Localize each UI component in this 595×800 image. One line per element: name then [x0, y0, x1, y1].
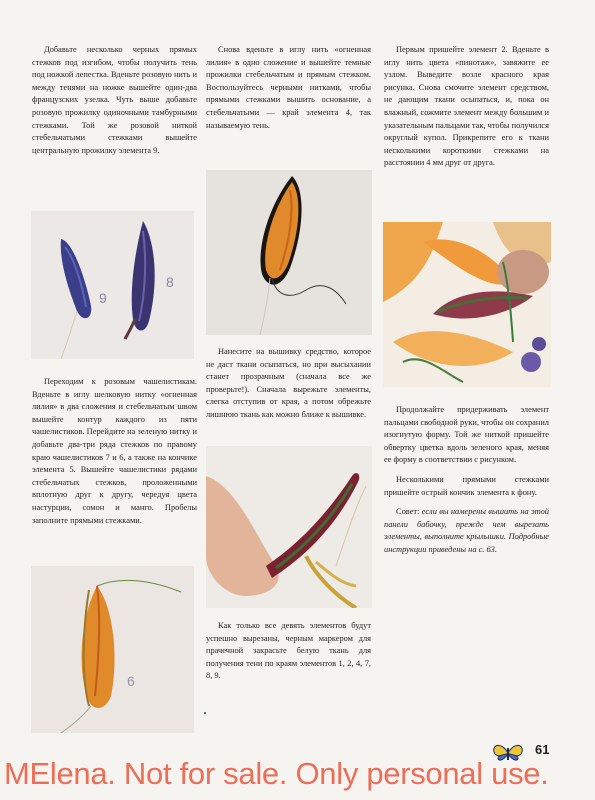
- paragraph: Снова вденьте в иглу нить «огненная лилия» в одно сложение и вышейте темные прожилки стебельчатым и прямым стежком. Воспользуйтесь черными нитками, чтобы прямыми стежками вышить основание, а стебельчатыми — край элемента 4, так называемую тень.: [206, 45, 371, 130]
- column-middle: [206, 44, 371, 139]
- stray-dot: [204, 712, 206, 714]
- column-right-lower: [384, 404, 549, 564]
- label-six: 6: [127, 673, 135, 689]
- paragraph: Первым пришейте элемент 2. Вденьте в иглу нить цвета «пинотаж», завяжите ее узлом. Выведите возле красного края рисунка. Снова смочите элемент средством, не дающим ткани осыпаться, и, пока он влажный, сожмите элемент между большим и указательным пальцами так, чтобы получился округлый купол. Прикрепите его к ткани несколькими короткими стежками на расстоянии 4 мм друг от друга.: [384, 45, 549, 168]
- photo-orange-petal-outline: [206, 170, 372, 335]
- paragraph: Переходим к розовым чашелистикам. Вденьте в иглу шелковую нитку «огненная лилия» в два сложения и стебельчатым швом вышейте контур каждого из пяти чашелистиков. Перейдите на зеленую нитку и добавьте два-три ряда стежков по правому краю чашелистиков 7 и 6, а также на кончике элемента 5. Вышейте чашелистики рядами стебельчатых стежков, проложенными вплотную друг к другу, чередуя цвета настурции, сомон и манго. Пробелы заполните прямыми стежками.: [32, 377, 197, 525]
- photo-lily-applique: [383, 222, 551, 387]
- photo-cutting-element: [206, 446, 372, 608]
- label-nine: 9: [99, 290, 107, 306]
- column-middle-lower: [206, 346, 371, 429]
- column-right: [384, 44, 549, 177]
- column-left: [32, 44, 197, 164]
- tip-note: [384, 506, 549, 556]
- paragraph: Нанесите на вышивку средство, которое не даст ткани осыпаться, но при высыхании станет прозрачным (сначала все же проверьте!). Сначала вырежьте элементы, слегка отступив от края, а потом обрежьте лишнюю ткань как можно ближе к вышивке.: [206, 347, 371, 419]
- photo-purple-leaves: [31, 211, 194, 359]
- paragraph: Несколькими прямыми стежками пришейте острый кончик элемента к фону.: [384, 474, 549, 497]
- column-middle-bottom: [206, 620, 371, 690]
- tip-text: если вы намерены вышить на этой панели бабочку, прежде чем вырезать элементы, выполните крылышки. Подробные инструкции приведены на с. 63.: [384, 507, 549, 554]
- tip-label: Совет:: [396, 507, 420, 517]
- column-left-lower: [32, 376, 197, 534]
- label-eight: 8: [166, 274, 174, 290]
- paragraph: Продолжайте придерживать элемент пальцами свободной руки, чтобы он сохранил изогнутую форму. Той же ниткой пришейте обвертку цветка вдоль зеленого края, меняя ее форму в соответствии с рисунком.: [384, 405, 549, 465]
- photo-orange-petal-filled: [31, 566, 194, 733]
- paragraph: Как только все девять элементов будут успешно вырезаны, черным маркером для прачечной закрасьте белую ткань для получения тени по краям элементов 1, 2, 4, 7, 8, 9.: [206, 621, 371, 681]
- page-number: 61: [535, 742, 550, 757]
- paragraph: Добавьте несколько черных прямых стежков под изгибом, чтобы получить тень под ножкой лепестка. Вденьте розовую нить и между тенями на ножке вышейте один-два французских узелка. Чуть выше добавьте розовую прожилку одиночными тамбурными стежками. Той же розовой ниткой стебельчатыми стежками вышейте центральную прожилку элемента 9.: [32, 45, 197, 155]
- watermark: MElena. Not for sale. Only personal use.: [4, 756, 549, 791]
